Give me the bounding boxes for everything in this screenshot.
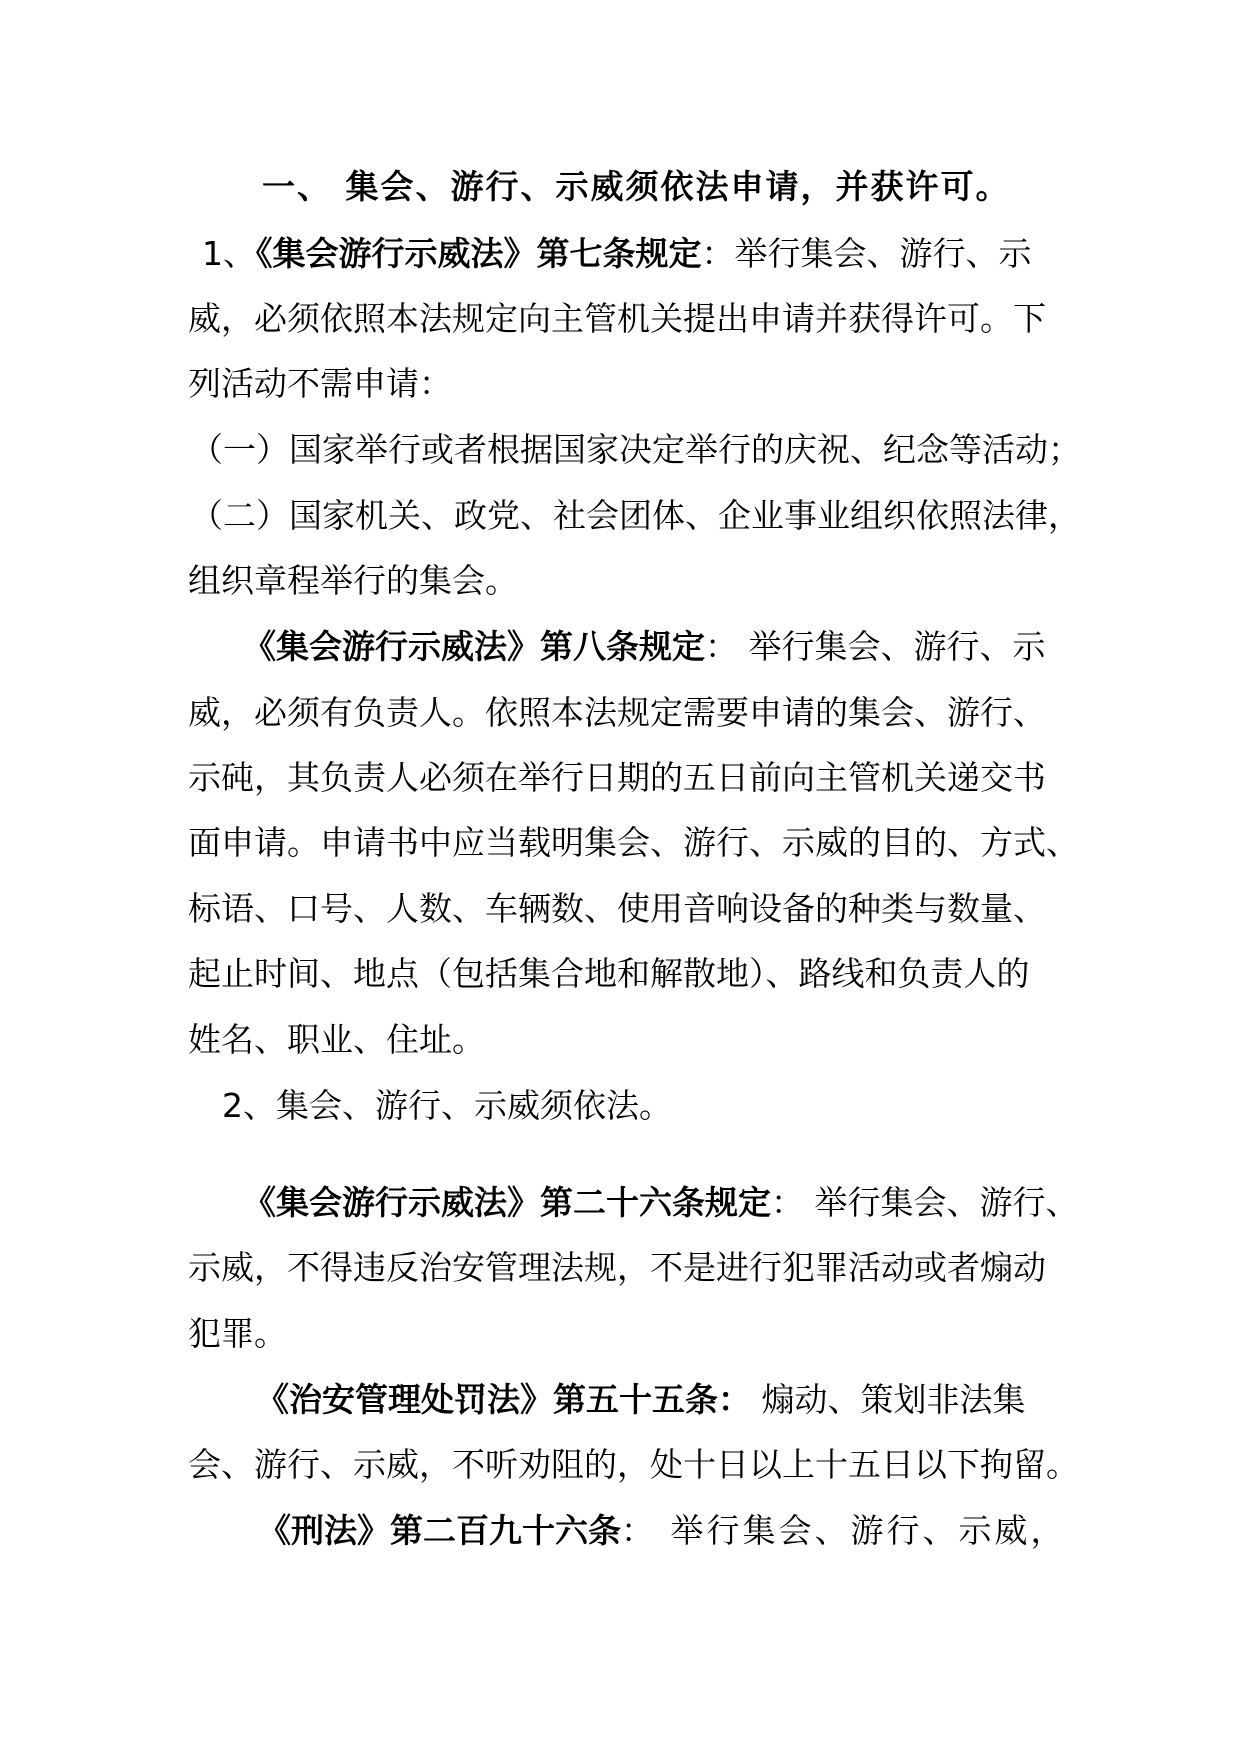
art55-title: 《治安管理处罚法》第五十五条： xyxy=(256,1380,751,1419)
art8-line-4: 面申请。申请书中应当载明集会、游行、示威的目的、方式、 xyxy=(188,823,1079,862)
art7-line-2: 威，必须依照本法规定向主管机关提出申请并获得许可。下 xyxy=(188,299,1046,338)
art8-line-7: 姓名、职业、住址。 xyxy=(188,1020,485,1059)
art7-line-1 xyxy=(202,234,1102,274)
section-2-line: 2、集会、游行、示威须依法。 xyxy=(222,1086,672,1125)
art26-line1-rest: ： 举行集会、游行、 xyxy=(771,1183,1079,1222)
art55-line1-rest: 煽动、策划非法集 xyxy=(751,1380,1026,1419)
art55-line-2: 会、游行、示威，不听劝阻的，处十日以上十五日以下拘留。 xyxy=(188,1445,1079,1484)
art7-line1-rest: ：举行集会、游行、示 xyxy=(701,234,1032,273)
art7-item-1: （一）国家举行或者根据国家决定举行的庆祝、纪念等活动； xyxy=(190,430,1081,469)
art7-title: 《集会游行示威法》第七条规定 xyxy=(256,234,702,273)
art7-line-3: 列活动不需申请： xyxy=(188,364,452,403)
art296-line-1 xyxy=(258,1511,1158,1551)
art26-title: 《集会游行示威法》第二十六条规定 xyxy=(243,1183,771,1222)
art7-item-2-line-2: 组织章程举行的集会。 xyxy=(188,561,518,600)
art26-line-1 xyxy=(243,1183,1143,1223)
art296-line1-rest: ： 举行集会、游行、示威， xyxy=(621,1511,1067,1550)
section-heading-1: 一、 集会、游行、示威须依法申请，并获许可。 xyxy=(262,167,1011,206)
art296-title: 《刑法》第二百九十六条 xyxy=(258,1511,621,1550)
art8-line-3: 示砘，其负责人必须在举行日期的五日前向主管机关递交书 xyxy=(188,758,1046,797)
art8-line-5: 标语、口号、人数、车辆数、使用音响设备的种类与数量、 xyxy=(188,889,1046,928)
art8-title: 《集会游行示威法》第八条规定 xyxy=(243,627,705,666)
art26-line-2: 示威，不得违反治安管理法规，不是进行犯罪活动或者煽动 xyxy=(188,1248,1046,1287)
art26-line-3: 犯罪。 xyxy=(188,1314,287,1353)
art8-line-2: 威，必须有负责人。依照本法规定需要申请的集会、游行、 xyxy=(188,693,1046,732)
art7-prefix: 1、 xyxy=(202,234,256,273)
art8-line1-rest: ： 举行集会、游行、示 xyxy=(705,627,1046,666)
art55-line-1 xyxy=(256,1380,1156,1420)
art8-line-6: 起止时间、地点（包括集合地和解散地）、路线和负责人的 xyxy=(188,954,1030,993)
art7-item-2-line-1: （二）国家机关、政党、社会团体、企业事业组织依照法律， xyxy=(190,496,1081,535)
art8-line-1 xyxy=(243,627,1143,667)
